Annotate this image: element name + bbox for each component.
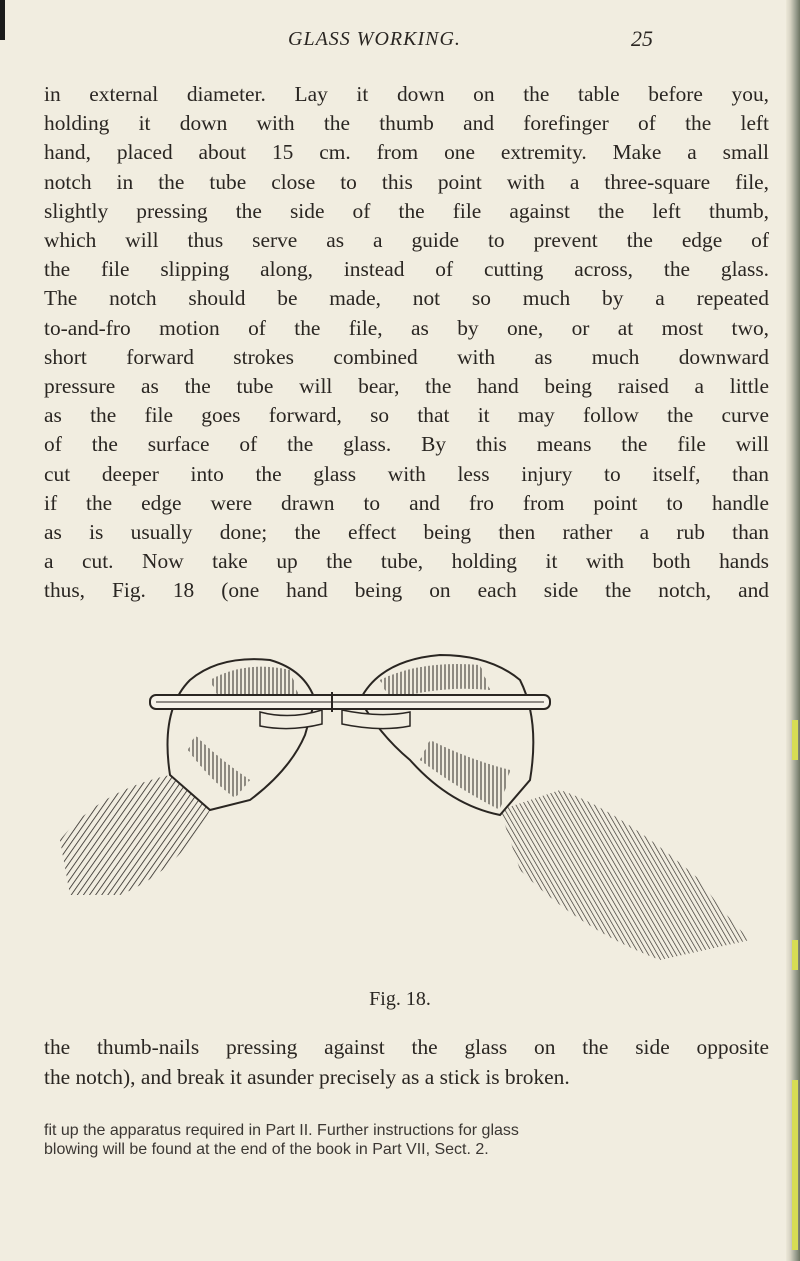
figure-caption: Fig. 18. xyxy=(369,988,431,1010)
text-line: pressure as the tube will bear, the hand being raised a little xyxy=(44,374,769,399)
text-line: the thumb-nails pressing against the glass on the side opposite xyxy=(44,1035,769,1059)
text-line: the notch), and break it asunder precisely as a stick is broken. xyxy=(44,1064,570,1089)
text-line: in external diameter. Lay it down on the table before you, xyxy=(44,82,769,106)
page-header xyxy=(0,26,800,56)
text-line: notch in the tube close to this point with a three-square file, xyxy=(44,169,769,194)
left-sleeve xyxy=(60,775,210,895)
right-sleeve xyxy=(500,790,750,960)
text-line: the file slipping along, instead of cutting across, the glass. xyxy=(44,257,769,282)
text-line: a cut. Now take up the tube, holding it with both hands xyxy=(44,549,769,574)
page-edge-strip xyxy=(792,1080,798,1250)
footnote xyxy=(44,1121,692,1159)
text-line: to-and-fro motion of the file, as by one, or at most two, xyxy=(44,315,769,340)
page-edge-strip xyxy=(792,720,798,760)
text-line: The notch should be made, not so much by a repeated xyxy=(44,286,769,311)
hands-holding-tube-illustration xyxy=(60,640,780,970)
figure-hands-breaking-tube xyxy=(60,640,780,970)
running-head: GLASS WORKING. xyxy=(288,28,461,50)
footnote-line: fit up the apparatus required in Part II. Further instructions for glass xyxy=(44,1122,519,1139)
text-line: slightly pressing the side of the file against the left thumb, xyxy=(44,198,769,223)
continued-paragraph xyxy=(44,1033,769,1092)
body-paragraph xyxy=(44,80,769,606)
text-line: of the surface of the glass. By this means the file will xyxy=(44,432,769,457)
text-line: if the edge were drawn to and fro from point to handle xyxy=(44,490,769,515)
text-line: thus, Fig. 18 (one hand being on each side the notch, and xyxy=(44,578,769,603)
footnote-line: blowing will be found at the end of the book in Part VII, Sect. 2. xyxy=(44,1141,489,1158)
text-line: as is usually done; the effect being then rather a rub than xyxy=(44,520,769,545)
text-line: as the file goes forward, so that it may follow the curve xyxy=(44,403,769,428)
text-line: hand, placed about 15 cm. from one extremity. Make a small xyxy=(44,140,769,165)
page-number: 25 xyxy=(631,26,653,51)
text-line: which will thus serve as a guide to prevent the edge of xyxy=(44,228,769,253)
text-line: short forward strokes combined with as much downward xyxy=(44,344,769,369)
text-line: holding it down with the thumb and forefinger of the left xyxy=(44,111,769,136)
page-edge-right xyxy=(786,0,800,1261)
page-edge-strip xyxy=(792,940,798,970)
text-line: cut deeper into the glass with less injury to itself, than xyxy=(44,461,769,486)
